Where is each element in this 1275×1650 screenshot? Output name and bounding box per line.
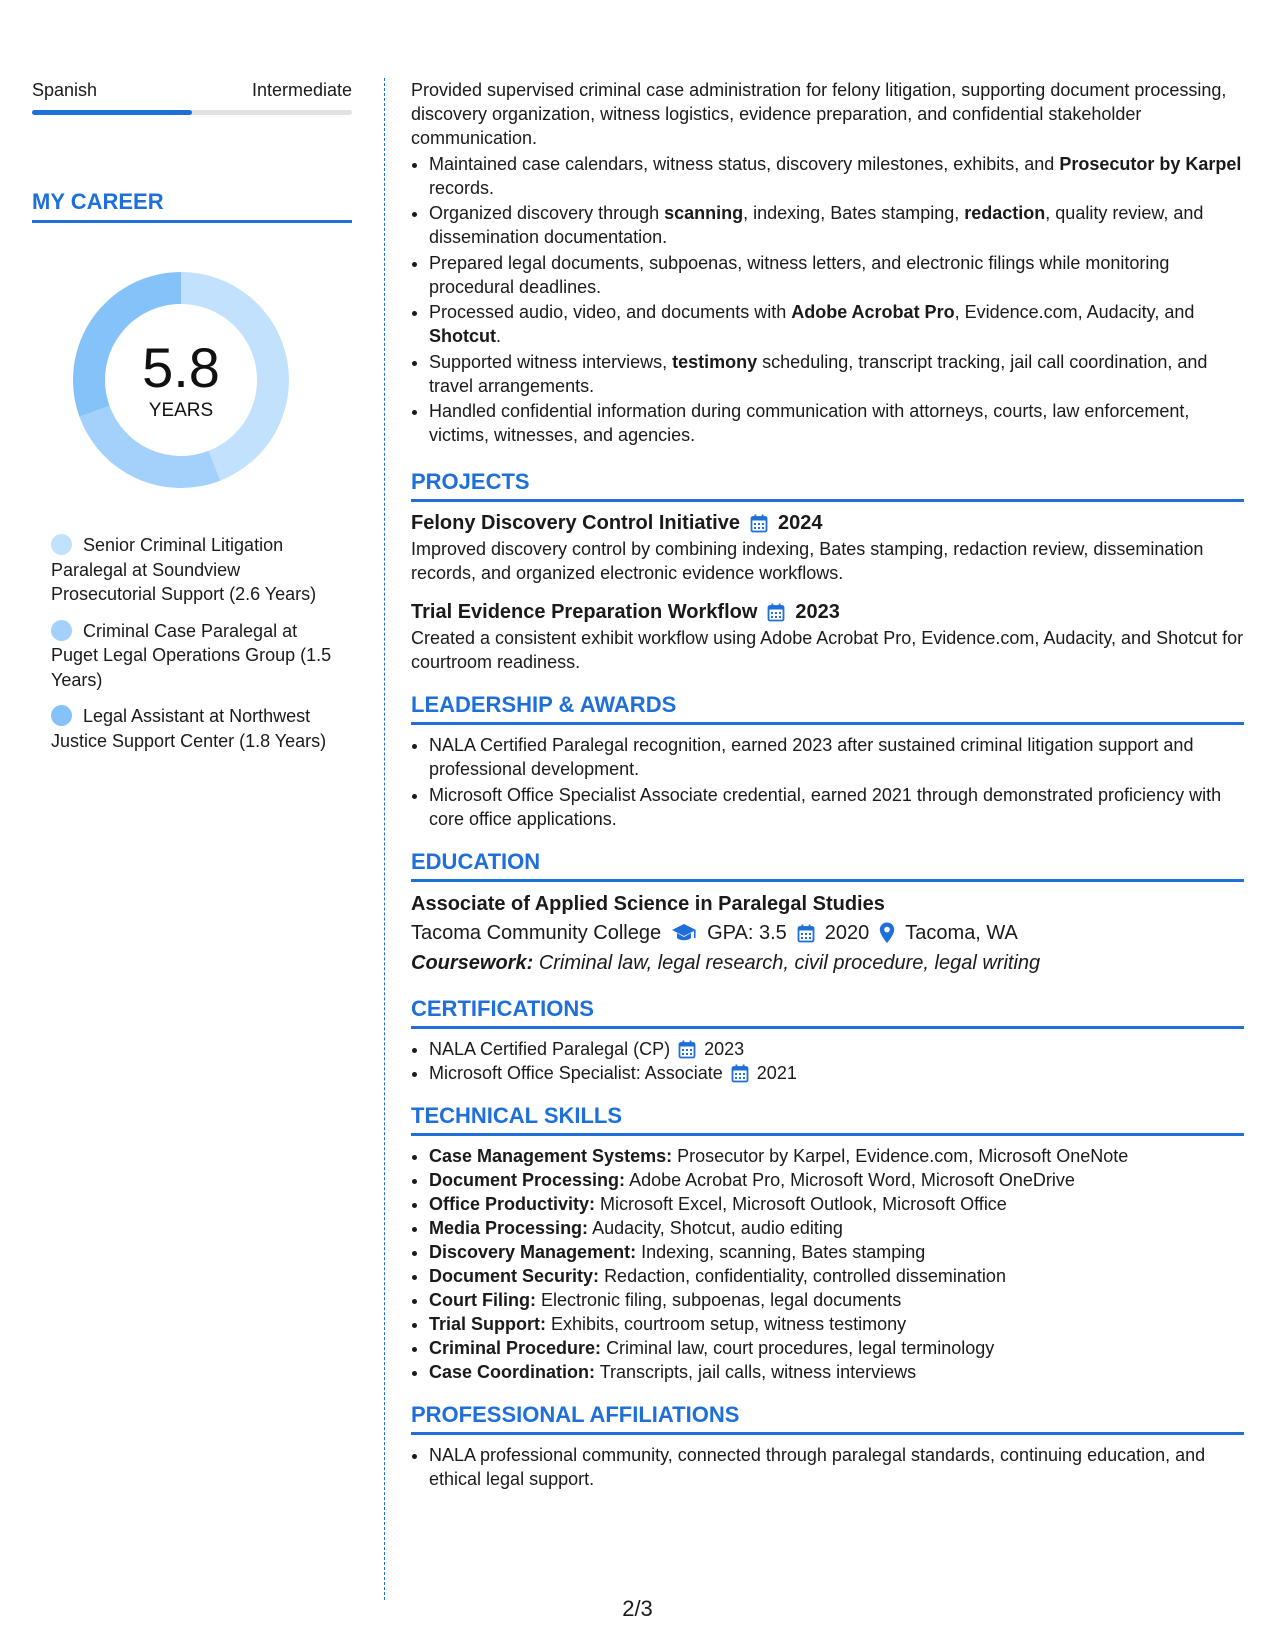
career-item: Criminal Case Paralegal at Puget Legal Operations Group (1.5 Years): [51, 620, 332, 690]
certification-name: • Microsoft Office Specialist: Associate: [429, 1063, 723, 1083]
language-row: [32, 78, 352, 102]
language-name: Spanish: [32, 80, 98, 100]
education-meta: [411, 918, 1244, 948]
career-item: Legal Assistant at Northwest Justice Support Center (1.8 Years): [51, 706, 327, 751]
calendar-icon: [750, 514, 768, 533]
project-title: Trial Evidence Preparation Workflow: [411, 601, 758, 623]
graduation-year: 2020: [824, 922, 870, 944]
language-level: Intermediate: [251, 80, 352, 100]
degree-title: Associate of Applied Science in Paralegal Studies: [411, 893, 885, 915]
skill-item: • Document Security: Redaction, confidentiality, controlled dissemination: [429, 1264, 1244, 1288]
project-title: Felony Discovery Control Initiative: [411, 512, 740, 534]
calendar-icon: [767, 603, 785, 622]
skill-item: • Case Coordination: Transcripts, jail calls, witness interviews: [429, 1360, 1244, 1384]
affiliation-item: • NALA professional community, connected through paralegal standards, continuing education, and ethical legal support.: [429, 1443, 1244, 1491]
project-description: Created a consistent exhibit workflow using Adobe Acrobat Pro, Evidence.com, Audacity, and Shotcut for courtroom readiness.: [411, 628, 1244, 672]
donut-total-value: 5.8: [142, 336, 220, 399]
skill-item: • Document Processing: Adobe Acrobat Pro, Microsoft Word, Microsoft OneDrive: [429, 1168, 1244, 1192]
page-number: 2/3: [622, 1596, 653, 1621]
education-location: Tacoma, WA: [905, 922, 1018, 944]
career-donut-chart: [66, 265, 296, 495]
project-year: 2023: [795, 601, 840, 623]
experience-bullet: • Maintained case calendars, witness status, discovery milestones, exhibits, and Prosecutor by Karpel records.: [429, 152, 1244, 200]
coursework-value: Criminal law, legal research, civil procedure, legal writing: [538, 952, 1041, 974]
career-list: [51, 533, 341, 753]
certifications-heading: CERTIFICATIONS: [411, 996, 1244, 1029]
experience-bullets: [429, 152, 1244, 448]
certification-year: 2021: [756, 1063, 797, 1083]
legend-dot: [51, 620, 72, 641]
location-pin-icon: [879, 922, 895, 944]
main-column: [411, 78, 1244, 1491]
skill-item: • Discovery Management: Indexing, scanning, Bates stamping: [429, 1240, 1244, 1264]
calendar-icon: [678, 1040, 696, 1059]
gpa: GPA: 3.5: [707, 922, 787, 944]
skill-item: • Trial Support: Exhibits, courtroom setup, witness testimony: [429, 1312, 1244, 1336]
experience-intro: Provided supervised criminal case administration for felony litigation, supporting document processing, discovery organization, witness logistics, evidence preparation, and confidential stakeholder communication.: [411, 80, 1227, 148]
skills-heading: TECHNICAL SKILLS: [411, 1103, 1244, 1136]
language-proficiency-bar: [32, 110, 352, 115]
certification-item: [429, 1061, 1244, 1085]
legend-dot: [51, 705, 72, 726]
leadership-heading: LEADERSHIP & AWARDS: [411, 692, 1244, 725]
column-divider: [384, 78, 385, 1600]
skill-item: • Criminal Procedure: Criminal law, court procedures, legal terminology: [429, 1336, 1244, 1360]
calendar-icon: [797, 924, 815, 943]
leadership-item: • Microsoft Office Specialist Associate credential, earned 2021 through demonstrated proficiency with core office applications.: [429, 783, 1244, 831]
experience-bullet: • Processed audio, video, and documents with Adobe Acrobat Pro, Evidence.com, Audacity, and Shotcut.: [429, 300, 1244, 348]
skill-item: • Case Management Systems: Prosecutor by Karpel, Evidence.com, Microsoft OneNote: [429, 1144, 1244, 1168]
calendar-icon: [731, 1064, 749, 1083]
legend-dot: [51, 534, 72, 555]
career-heading: MY CAREER: [32, 189, 352, 223]
affiliations-list: [429, 1443, 1244, 1491]
certification-year: 2023: [704, 1039, 745, 1059]
career-item: Senior Criminal Litigation Paralegal at Soundview Prosecutorial Support (2.6 Years): [51, 535, 317, 604]
leadership-item: • NALA Certified Paralegal recognition, earned 2023 after sustained criminal litigation support and professional development.: [429, 733, 1244, 781]
certification-name: • NALA Certified Paralegal (CP): [429, 1039, 671, 1059]
experience-bullet: • Supported witness interviews, testimony scheduling, transcript tracking, jail call coordination, and travel arrangements.: [429, 350, 1244, 398]
project-description: Improved discovery control by combining indexing, Bates stamping, redaction review, dissemination records, and organized electronic evidence workflows.: [411, 539, 1204, 583]
donut-unit-label: YEARS: [148, 400, 214, 421]
coursework-label: Coursework:: [411, 952, 534, 974]
skill-item: • Office Productivity: Microsoft Excel, Microsoft Outlook, Microsoft Office: [429, 1192, 1244, 1216]
leadership-list: [429, 733, 1244, 831]
experience-bullet: • Organized discovery through scanning, indexing, Bates stamping, redaction, quality review, and dissemination documentation.: [429, 201, 1244, 249]
affiliations-heading: PROFESSIONAL AFFILIATIONS: [411, 1402, 1244, 1435]
school-name: Tacoma Community College: [411, 922, 662, 944]
project-year: 2024: [777, 512, 823, 534]
sidebar: [32, 78, 352, 765]
coursework: [411, 948, 1244, 978]
experience-bullet: • Handled confidential information during communication with attorneys, courts, law enforcement, victims, witnesses, and agencies.: [429, 399, 1244, 447]
projects-heading: PROJECTS: [411, 469, 1244, 502]
education-heading: EDUCATION: [411, 849, 1244, 882]
skill-item: • Media Processing: Audacity, Shotcut, audio editing: [429, 1216, 1244, 1240]
graduation-cap-icon: [671, 923, 697, 943]
language-proficiency-fill: [32, 110, 192, 115]
certification-item: [429, 1037, 1244, 1061]
project-item: [411, 510, 1244, 585]
experience-bullet: • Prepared legal documents, subpoenas, witness letters, and electronic filings while monitoring procedural deadlines.: [429, 251, 1244, 299]
skills-list: [429, 1144, 1244, 1384]
certifications-list: [429, 1037, 1244, 1085]
skill-item: • Court Filing: Electronic filing, subpoenas, legal documents: [429, 1288, 1244, 1312]
project-item: [411, 599, 1244, 674]
